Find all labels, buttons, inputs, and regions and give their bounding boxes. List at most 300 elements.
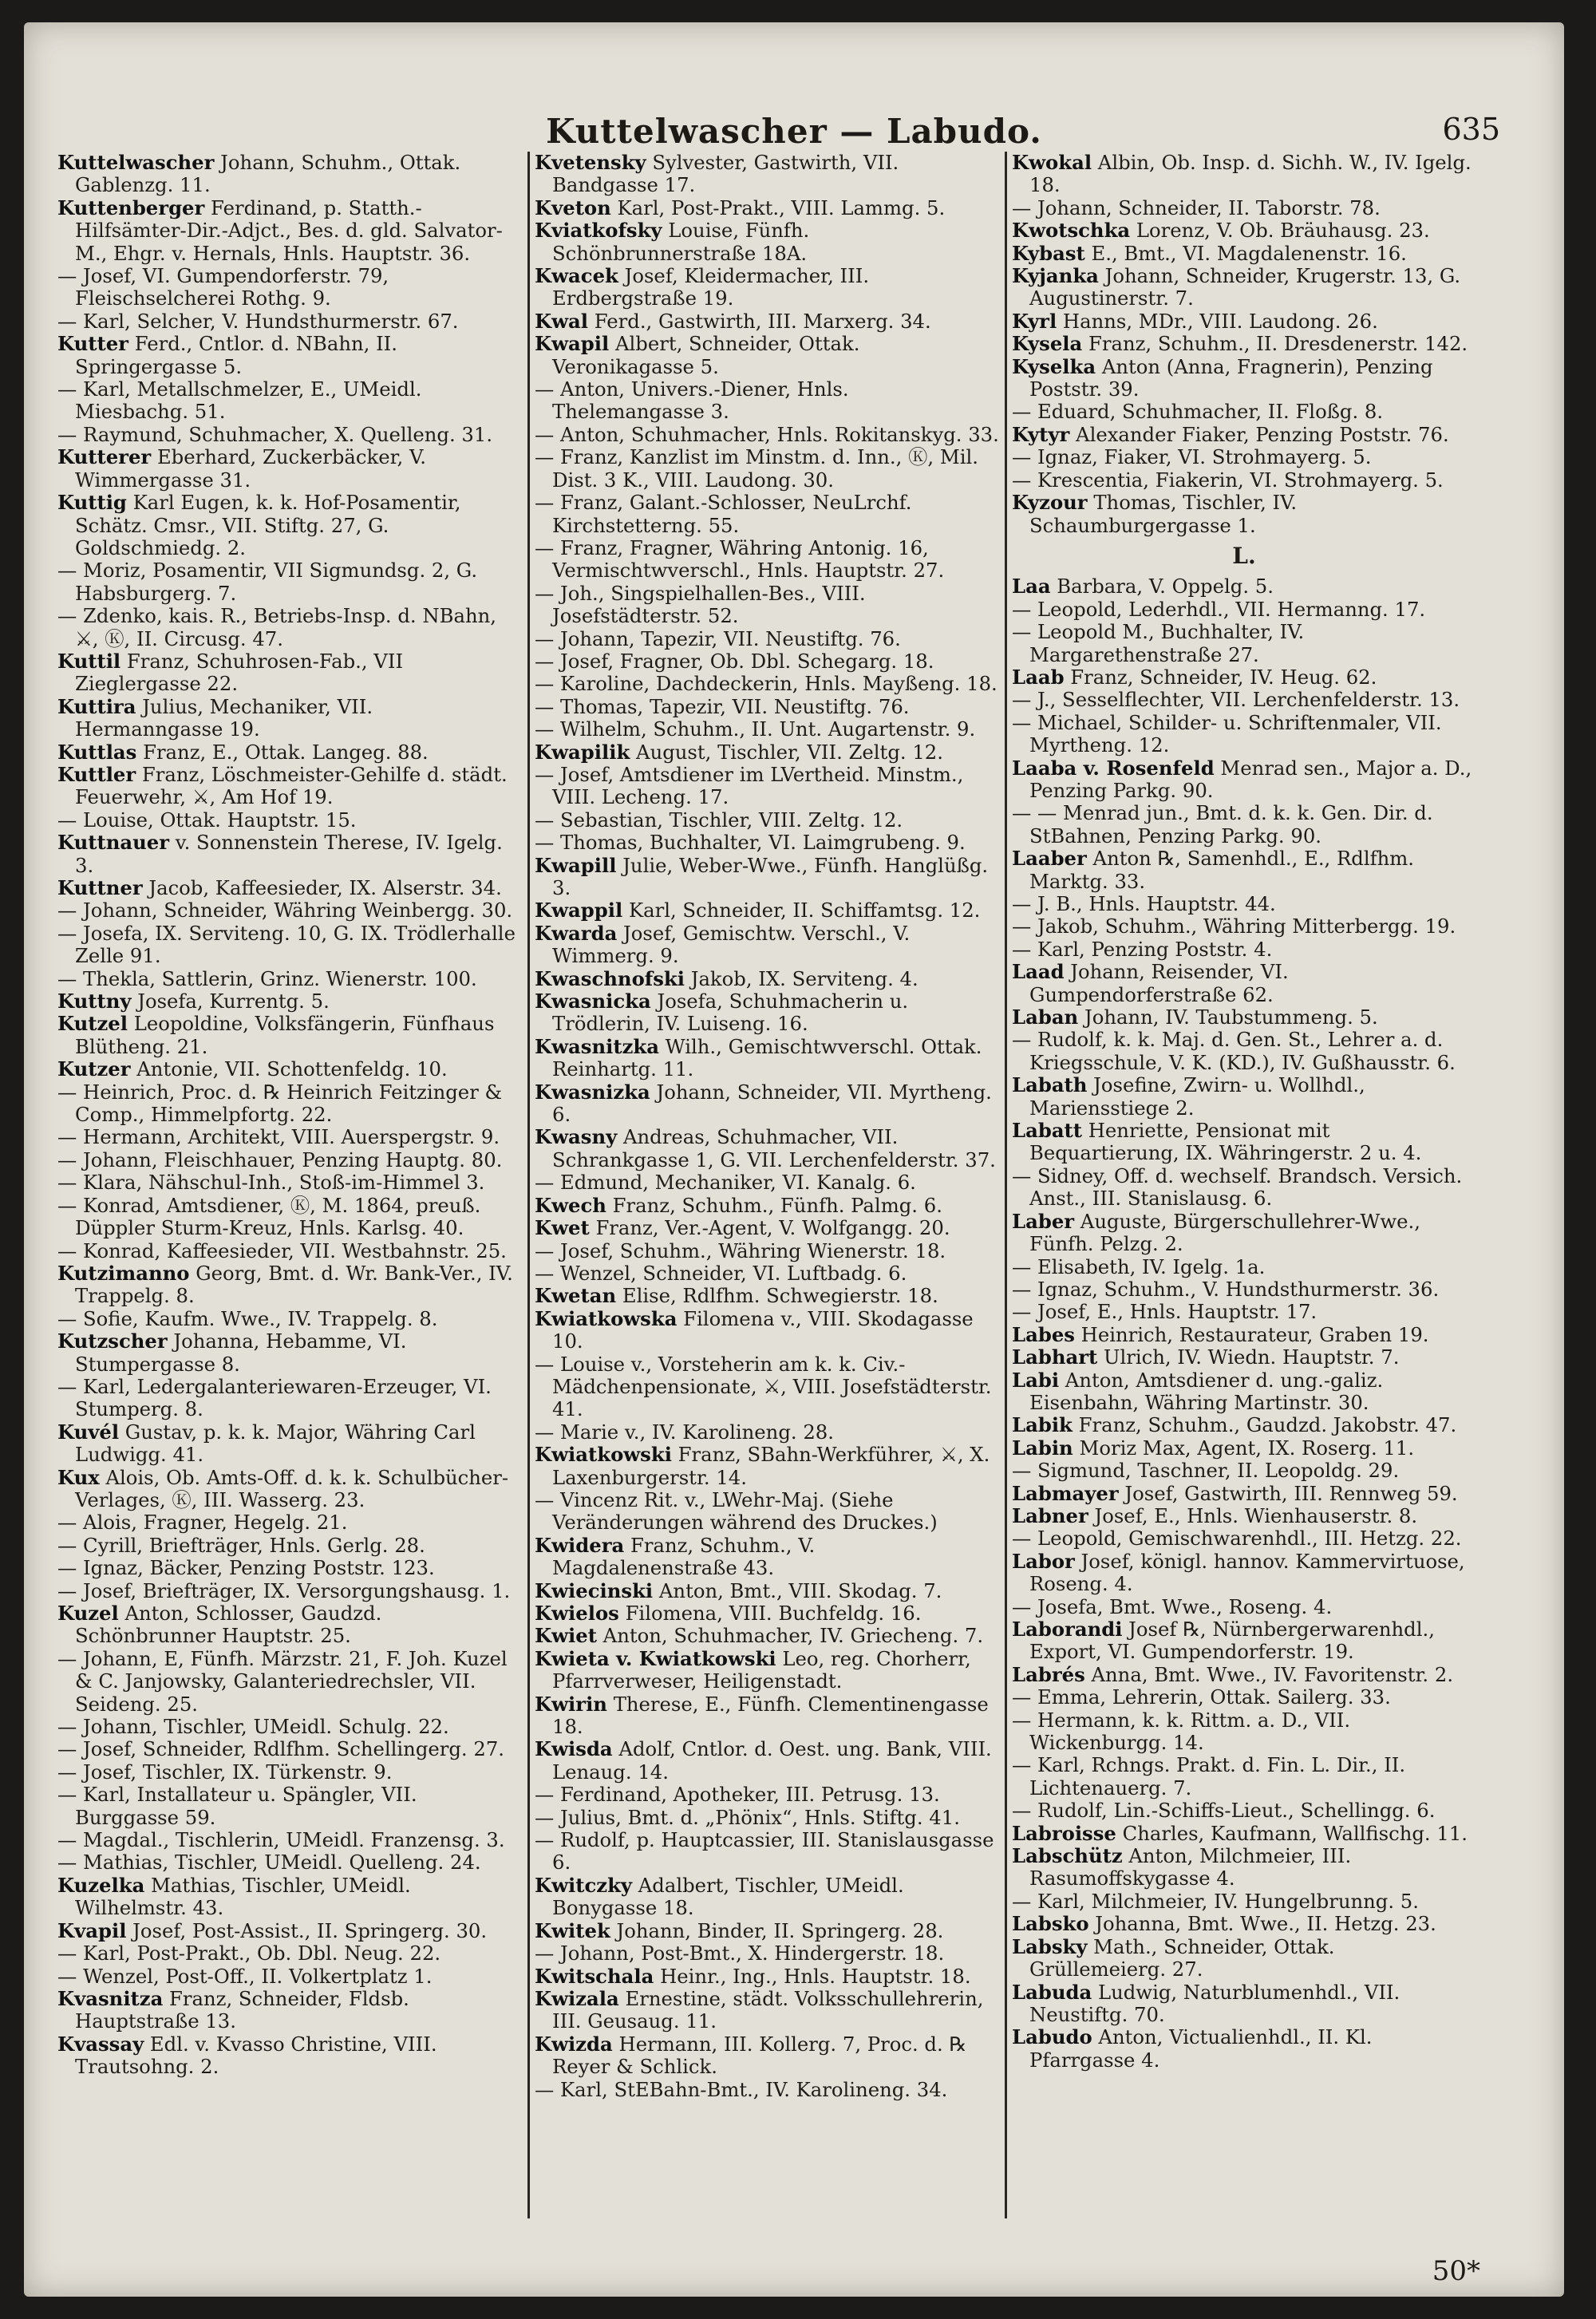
entry-surname: Kuttnauer bbox=[57, 831, 170, 855]
directory-entry bbox=[1012, 469, 1476, 492]
directory-entry bbox=[1012, 1165, 1476, 1211]
directory-entry bbox=[1012, 1324, 1476, 1346]
directory-entry bbox=[1012, 1301, 1476, 1323]
entry-text: Anton (Anna, Fragnerin), Penzing Poststr. 39. bbox=[1029, 354, 1433, 401]
entry-text: Elise, Rdlfhm. Schwegierstr. 18. bbox=[616, 1284, 938, 1308]
directory-entry bbox=[535, 1829, 999, 1875]
directory-entry bbox=[1012, 1414, 1476, 1436]
entry-text: — Moriz, Posamentir, VII Sigmundsg. 2, G. Habsburgerg. 7. bbox=[57, 559, 478, 605]
directory-entry bbox=[535, 1807, 999, 1829]
entry-text: Wilh., Gemischtwverschl. Ottak. Reinhartg. 11. bbox=[552, 1034, 982, 1081]
directory-entry bbox=[1012, 1913, 1476, 1935]
entry-surname: Laad bbox=[1012, 960, 1065, 984]
entry-surname: Kwarda bbox=[535, 921, 618, 945]
directory-entry bbox=[57, 1942, 522, 1965]
column-divider bbox=[527, 152, 530, 2218]
entry-text: Johann, Schneider, Krugerstr. 13, G. Augustinerstr. 7. bbox=[1029, 264, 1461, 310]
directory-entry bbox=[535, 219, 999, 265]
entry-text: — Rudolf, p. Hauptcassier, III. Stanislausgasse 6. bbox=[535, 1828, 994, 1875]
entry-text: Hanns, MDr., VIII. Laudong. 26. bbox=[1057, 309, 1378, 333]
entry-surname: Labsko bbox=[1012, 1912, 1089, 1936]
entry-text: Auguste, Bürgerschullehrer-Wwe., Fünfh. Pelzg. 2. bbox=[1029, 1209, 1420, 1256]
entry-surname: Laab bbox=[1012, 665, 1065, 689]
entry-text: August, Tischler, VII. Zeltg. 12. bbox=[630, 740, 943, 764]
directory-entry bbox=[57, 1308, 522, 1330]
directory-entry bbox=[535, 152, 999, 197]
column-divider bbox=[1005, 152, 1007, 2218]
directory-entry bbox=[535, 378, 999, 424]
directory-entry bbox=[535, 2033, 999, 2079]
directory-entry bbox=[57, 152, 522, 197]
directory-entry bbox=[535, 696, 999, 718]
entry-text: — Johann, Post-Bmt., X. Hindergerstr. 18. bbox=[535, 1942, 945, 1965]
directory-entry bbox=[1012, 1369, 1476, 1415]
directory-entry bbox=[57, 1240, 522, 1262]
entry-text: Johann, Reisender, VI. Gumpendorferstraße 62. bbox=[1029, 960, 1289, 1006]
entry-text: Josefa, Kurrentg. 5. bbox=[131, 990, 330, 1013]
directory-entry bbox=[535, 1625, 999, 1647]
directory-entry bbox=[57, 1013, 522, 1058]
entry-surname: Kwirin bbox=[535, 1692, 607, 1716]
entry-surname: Labroisse bbox=[1012, 1821, 1116, 1845]
entry-text: Ernestine, städt. Volksschullehrerin, III. Geusaug. 11. bbox=[552, 1986, 984, 2033]
entry-text: Josefine, Zwirn- u. Wollhdl., Mariensstiege 2. bbox=[1029, 1073, 1365, 1120]
entry-text: — J., Sesselflechter, VII. Lerchenfelderstr. 13. bbox=[1012, 688, 1460, 712]
directory-entry bbox=[535, 333, 999, 378]
directory-entry bbox=[1012, 1346, 1476, 1369]
entry-text: Anton, Schlosser, Gaudzd. Schönbrunner Hauptstr. 25. bbox=[75, 1602, 382, 1648]
entry-text: — Josef, Schneider, Rdlfhm. Schellingerg. 27. bbox=[57, 1737, 505, 1761]
directory-entry bbox=[1012, 1890, 1476, 1913]
entry-text: Anton, Bmt., VIII. Skodag. 7. bbox=[653, 1578, 942, 1602]
directory-entry bbox=[1012, 1074, 1476, 1120]
directory-entry bbox=[1012, 2026, 1476, 2072]
entry-text: Antonie, VII. Schottenfeldg. 10. bbox=[130, 1057, 448, 1081]
directory-entry bbox=[535, 583, 999, 628]
entry-text: v. Sonnenstein Therese, IV. Igelg. 3. bbox=[75, 831, 503, 877]
entry-text: Anton ℞, Samenhdl., E., Rdlfhm. Marktg. 33. bbox=[1029, 847, 1415, 893]
entry-surname: Laban bbox=[1012, 1005, 1079, 1029]
entry-text: Josef, Gemischtw. Verschl., V. Wimmerg. 9. bbox=[552, 921, 911, 968]
entry-text: — Konrad, Kaffeesieder, VII. Westbahnstr. 25. bbox=[57, 1239, 507, 1262]
entry-surname: Kuttner bbox=[57, 876, 143, 899]
directory-entry bbox=[1012, 1618, 1476, 1664]
directory-entry bbox=[57, 2033, 522, 2079]
entry-text: Hermann, III. Kollerg. 7, Proc. d. ℞ Reyer & Schlick. bbox=[552, 2032, 967, 2079]
entry-text: Anton, Milchmeier, III. Rasumoffskygasse 4. bbox=[1029, 1844, 1352, 1890]
directory-entry bbox=[1012, 1211, 1476, 1256]
directory-entry bbox=[57, 990, 522, 1013]
entry-surname: Kwech bbox=[535, 1193, 606, 1217]
entry-surname: Kwieta v. Kwiatkowski bbox=[535, 1646, 776, 1670]
entry-text: — Josef, Briefträger, IX. Versorgungshausg. 1. bbox=[57, 1578, 511, 1602]
directory-entry bbox=[535, 1988, 999, 2033]
entry-surname: Kyselka bbox=[1012, 354, 1096, 378]
directory-entry bbox=[1012, 243, 1476, 265]
directory-entry bbox=[57, 1988, 522, 2033]
entry-text: — Wenzel, Post-Off., II. Volkertplatz 1. bbox=[57, 1964, 433, 1988]
entry-text: Ulrich, IV. Wiedn. Hauptstr. 7. bbox=[1097, 1345, 1400, 1369]
entry-text: — Krescentia, Fiakerin, VI. Strohmayerg. 5. bbox=[1012, 468, 1444, 492]
directory-entry bbox=[1012, 1505, 1476, 1527]
directory-entry bbox=[57, 1262, 522, 1308]
entry-surname: Laaber bbox=[1012, 847, 1087, 871]
entry-surname: Kwal bbox=[535, 309, 589, 333]
directory-entry bbox=[1012, 893, 1476, 915]
directory-entry bbox=[1012, 1754, 1476, 1799]
directory-entry bbox=[535, 1602, 999, 1625]
entry-text: — Raymund, Schuhmacher, X. Quelleng. 31. bbox=[57, 422, 493, 446]
entry-text: — Thomas, Tapezir, VII. Neustiftg. 76. bbox=[535, 694, 910, 718]
entry-surname: Kytyr bbox=[1012, 422, 1070, 446]
directory-entry bbox=[1012, 1437, 1476, 1460]
entry-surname: Kuttlas bbox=[57, 740, 137, 764]
entry-text: — Julius, Bmt. d. „Phönix“, Hnls. Stiftg. 41. bbox=[535, 1805, 960, 1829]
entry-text: — Ignaz, Fiaker, VI. Strohmayerg. 5. bbox=[1012, 445, 1372, 469]
entry-surname: Labmayer bbox=[1012, 1481, 1119, 1505]
directory-entry bbox=[57, 1829, 522, 1851]
entry-text: Sylvester, Gastwirth, VII. Bandgasse 17. bbox=[552, 152, 899, 197]
entry-text: — Johann, Tapezir, VII. Neustiftg. 76. bbox=[535, 626, 901, 650]
entry-surname: Kuvél bbox=[57, 1420, 120, 1444]
directory-entry bbox=[1012, 265, 1476, 310]
directory-entry bbox=[535, 1240, 999, 1262]
directory-entry bbox=[57, 492, 522, 559]
directory-entry bbox=[1012, 1278, 1476, 1301]
entry-surname: Labner bbox=[1012, 1503, 1088, 1527]
entry-text: — Sigmund, Taschner, II. Leopoldg. 29. bbox=[1012, 1459, 1400, 1483]
entry-text: — Marie v., IV. Karolineng. 28. bbox=[535, 1420, 834, 1444]
directory-entry bbox=[535, 899, 999, 922]
entry-surname: Kwacek bbox=[535, 264, 618, 288]
entry-text: — Leopold M., Buchhalter, IV. Margarethenstraße 27. bbox=[1012, 620, 1305, 666]
directory-entry bbox=[535, 1738, 999, 1784]
entry-text: Franz, Schuhm., II. Dresdenerstr. 142. bbox=[1082, 332, 1468, 356]
directory-entry bbox=[1012, 666, 1476, 689]
entry-text: Eberhard, Zuckerbäcker, V. Wimmergasse 31. bbox=[75, 445, 426, 492]
directory-entry bbox=[1012, 712, 1476, 757]
entry-surname: Kuttil bbox=[57, 649, 121, 673]
entry-text: — Leopold, Gemischwarenhdl., III. Hetzg. 22. bbox=[1012, 1527, 1462, 1551]
entry-text: Alois, Ob. Amts-Off. d. k. k. Schulbücher-Verlages, Ⓚ, III. Wasserg. 23. bbox=[75, 1465, 509, 1511]
entry-surname: Kutzscher bbox=[57, 1329, 168, 1353]
directory-entry bbox=[57, 1511, 522, 1534]
entry-surname: Kuttler bbox=[57, 762, 136, 786]
directory-entry bbox=[57, 265, 522, 310]
directory-entry bbox=[1012, 333, 1476, 355]
entry-surname: Kwiatkowska bbox=[535, 1306, 678, 1330]
entry-text: Karl, Post-Prakt., VIII. Lammg. 5. bbox=[610, 196, 946, 219]
entry-surname: Labik bbox=[1012, 1413, 1073, 1437]
entry-text: — Josefa, IX. Serviteng. 10, G. IX. Trödlerhalle Zelle 91. bbox=[57, 921, 516, 968]
entry-text: — Eduard, Schuhmacher, II. Floßg. 8. bbox=[1012, 400, 1384, 424]
entry-text: Andreas, Schuhmacher, VII. Schrankgasse 1, G. VII. Lerchenfelderstr. 37. bbox=[552, 1125, 996, 1171]
entry-text: Ferdinand, p. Statth.-Hilfsämter-Dir.-Adjct., Bes. d. gld. Salvator-M., Ehgr. v. Hernals, Hnls. Hauptstr. 36. bbox=[75, 196, 503, 265]
entry-text: Franz, Schuhm., Fünfh. Palmg. 6. bbox=[606, 1193, 942, 1217]
directory-entry bbox=[535, 1421, 999, 1444]
entry-surname: Kwielos bbox=[535, 1602, 619, 1625]
directory-entry bbox=[1012, 356, 1476, 401]
entry-text: — Vincenz Rit. v., LWehr-Maj. (Siehe Veränderungen während des Druckes.) bbox=[535, 1487, 938, 1535]
directory-entry bbox=[57, 1648, 522, 1716]
entry-text: — Sidney, Off. d. wechself. Brandsch. Versich. Anst., III. Stanislausg. 6. bbox=[1012, 1163, 1463, 1211]
entry-surname: Kviatkofsky bbox=[535, 219, 662, 243]
entry-text: Math., Schneider, Ottak. Grüllemeierg. 27. bbox=[1029, 1934, 1335, 1981]
entry-text: — Josefa, Bmt. Wwe., Roseng. 4. bbox=[1012, 1594, 1333, 1618]
entry-text: — Klara, Nähschul-Inh., Stoß-im-Himmel 3. bbox=[57, 1171, 485, 1195]
entry-surname: Kwetan bbox=[535, 1284, 617, 1308]
entry-text: Menrad sen., Major a. D., Penzing Parkg. 90. bbox=[1029, 756, 1472, 802]
directory-entry bbox=[1012, 961, 1476, 1006]
directory-entry bbox=[57, 877, 522, 899]
entry-text: — Heinrich, Proc. d. ℞ Heinrich Feitzinger & Comp., Himmelpfortg. 22. bbox=[57, 1080, 503, 1127]
directory-entry bbox=[57, 1557, 522, 1579]
entry-surname: Labes bbox=[1012, 1322, 1075, 1346]
directory-entry bbox=[57, 1965, 522, 1988]
entry-surname: Kutterer bbox=[57, 445, 152, 469]
entry-text: — Cyrill, Briefträger, Hnls. Gerlg. 28. bbox=[57, 1533, 425, 1557]
page-title: Kuttelwascher — Labudo. bbox=[546, 112, 1042, 151]
directory-entry bbox=[57, 1738, 522, 1760]
entry-surname: Kwet bbox=[535, 1216, 590, 1240]
directory-entry bbox=[535, 1036, 999, 1081]
directory-entry bbox=[535, 855, 999, 900]
directory-entry bbox=[535, 424, 999, 446]
entry-text: — Karl, Post-Prakt., Ob. Dbl. Neug. 22. bbox=[57, 1942, 441, 1965]
entry-text: — Franz, Kanzlist im Minstm. d. Inn., Ⓚ, Mil. Dist. 3 K., VIII. Laudong. 30. bbox=[535, 445, 978, 492]
entry-surname: Kwapil bbox=[535, 332, 610, 356]
entry-surname: Labrés bbox=[1012, 1662, 1085, 1686]
directory-entry bbox=[535, 1920, 999, 1942]
entry-text: Josef, E., Hnls. Wienhauserstr. 8. bbox=[1088, 1503, 1418, 1527]
directory-entry bbox=[1012, 1120, 1476, 1165]
entry-text: Charles, Kaufmann, Wallfischg. 11. bbox=[1116, 1821, 1468, 1845]
entry-text: Josef ℞, Nürnbergerwarenhdl., Export, VI. Gumpendorferstr. 19. bbox=[1029, 1618, 1435, 1664]
entry-surname: Kwasny bbox=[535, 1125, 618, 1149]
entry-text: — Konrad, Amtsdiener, Ⓚ, M. 1864, preuß. Düppler Sturm-Kreuz, Hnls. Karlsg. 40. bbox=[57, 1193, 481, 1240]
entry-text: Moriz Max, Agent, IX. Roserg. 11. bbox=[1073, 1436, 1415, 1460]
directory-entry bbox=[1012, 152, 1476, 197]
entry-text: Louise, Fünfh. Schönbrunnerstraße 18A. bbox=[552, 219, 810, 265]
entry-surname: Kux bbox=[57, 1465, 100, 1489]
entry-text: — Josef, Tischler, IX. Türkenstr. 9. bbox=[57, 1760, 393, 1784]
entry-text: Josef, königl. hannov. Kammervirtuose, Roseng. 4. bbox=[1029, 1549, 1465, 1596]
entry-text: — Anton, Schuhmacher, Hnls. Rokitanskyg. 33. bbox=[535, 422, 999, 446]
directory-entry bbox=[535, 650, 999, 673]
entry-text: — Emma, Lehrerin, Ottak. Sailerg. 33. bbox=[1012, 1685, 1391, 1709]
entry-text: Josefa, Schuhmacherin u. Trödlerin, IV. Luiseng. 16. bbox=[552, 990, 909, 1036]
entry-surname: Kuttira bbox=[57, 694, 136, 718]
entry-text: — Franz, Fragner, Währing Antonig. 16, Vermischtwverschl., Hnls. Hauptstr. 27. bbox=[535, 535, 945, 583]
entry-text: Filomena v., VIII. Skodagasse 10. bbox=[552, 1306, 974, 1353]
entry-surname: Kwasnizka bbox=[535, 1080, 650, 1104]
entry-text: Jacob, Kaffeesieder, IX. Alserstr. 34. bbox=[142, 876, 502, 899]
directory-entry bbox=[535, 1942, 999, 1965]
directory-entry bbox=[1012, 492, 1476, 537]
entry-surname: Kutzer bbox=[57, 1057, 131, 1081]
entry-text: Anna, Bmt. Wwe., IV. Favoritenstr. 2. bbox=[1084, 1662, 1454, 1686]
entry-surname: Kwizala bbox=[535, 1986, 619, 2010]
entry-text: Gustav, p. k. k. Major, Währing Carl Ludwigg. 41. bbox=[75, 1420, 476, 1467]
entry-text: — Magdal., Tischlerin, UMeidl. Franzensg. 3. bbox=[57, 1828, 505, 1852]
entry-text: — Mathias, Tischler, UMeidl. Quelleng. 24. bbox=[57, 1851, 481, 1875]
entry-text: Henriette, Pensionat mit Bequartierung, IX. Währingerstr. 2 u. 4. bbox=[1029, 1119, 1422, 1165]
directory-entry bbox=[1012, 802, 1476, 847]
directory-entry bbox=[1012, 575, 1476, 598]
entry-text: — Karl, Metallschmelzer, E., UMeidl. Miesbachg. 51. bbox=[57, 377, 422, 424]
entry-surname: Kwokal bbox=[1012, 152, 1092, 174]
entry-surname: Kwappil bbox=[535, 899, 623, 922]
entry-text: — Alois, Fragner, Hegelg. 21. bbox=[57, 1511, 348, 1535]
entry-surname: Kwiatkowski bbox=[535, 1443, 672, 1467]
entry-text: Jakob, IX. Serviteng. 4. bbox=[684, 966, 918, 990]
directory-entry bbox=[57, 1421, 522, 1467]
directory-entry bbox=[57, 1058, 522, 1080]
directory-entry bbox=[1012, 1799, 1476, 1822]
directory-entry bbox=[1012, 310, 1476, 333]
directory-entry bbox=[535, 741, 999, 764]
entry-text: — Leopold, Lederhdl., VII. Hermanng. 17. bbox=[1012, 597, 1426, 621]
entry-surname: Labi bbox=[1012, 1368, 1060, 1392]
entry-text: — Sebastian, Tischler, VIII. Zeltg. 12. bbox=[535, 808, 903, 832]
column-3 bbox=[1012, 152, 1476, 2226]
entry-surname: Labhart bbox=[1012, 1345, 1098, 1369]
entry-surname: Labsky bbox=[1012, 1934, 1088, 1958]
entry-text: Johanna, Bmt. Wwe., II. Hetzg. 23. bbox=[1088, 1912, 1436, 1936]
directory-entry bbox=[535, 1285, 999, 1307]
entry-text: Franz, Schuhm., V. Magdalenenstraße 43. bbox=[552, 1533, 816, 1580]
entry-text: Adolf, Cntlor. d. Oest. ung. Bank, VIII. Lenaug. 14. bbox=[552, 1737, 992, 1784]
directory-entry bbox=[57, 764, 522, 809]
entry-surname: Laborandi bbox=[1012, 1618, 1123, 1641]
entry-surname: Kuzelka bbox=[57, 1873, 145, 1897]
directory-entry bbox=[57, 1195, 522, 1240]
directory-entry bbox=[57, 741, 522, 764]
directory-entry bbox=[535, 1217, 999, 1239]
entry-text: Josef, Post-Assist., II. Springerg. 30. bbox=[126, 1918, 488, 1942]
directory-entry bbox=[57, 832, 522, 877]
directory-entry bbox=[1012, 1551, 1476, 1596]
entry-text: Heinr., Ing., Hnls. Hauptstr. 18. bbox=[654, 1964, 971, 1988]
entry-surname: Kutzel bbox=[57, 1012, 128, 1036]
section-heading: L. bbox=[1232, 542, 1256, 569]
entry-surname: Kwasnicka bbox=[535, 990, 651, 1013]
entry-text: Karl Eugen, k. k. Hof-Posamentir, Schätz. Cmsr., VII. Stiftg. 27, G. Goldschmiedg. 2. bbox=[75, 491, 461, 559]
entry-text: Edl. v. Kvasso Christine, VIII. Trautsohng. 2. bbox=[75, 2032, 437, 2079]
entry-text: — Josef, Amtsdiener im LVertheid. Minstm., VIII. Lecheng. 17. bbox=[535, 762, 964, 809]
entry-text: Filomena, VIII. Buchfeldg. 16. bbox=[618, 1602, 922, 1625]
page-number: 635 bbox=[1442, 112, 1500, 147]
entry-text: Franz, Ver.-Agent, V. Wolfgangg. 20. bbox=[589, 1216, 950, 1240]
entry-surname: Kwapilik bbox=[535, 740, 630, 764]
directory-entry bbox=[57, 1716, 522, 1738]
entry-text: Ferd., Gastwirth, III. Marxerg. 34. bbox=[588, 309, 931, 333]
directory-entry bbox=[57, 1376, 522, 1421]
entry-text: — Johann, Tischler, UMeidl. Schulg. 22. bbox=[57, 1715, 449, 1739]
entry-surname: Kyrl bbox=[1012, 309, 1057, 333]
entry-text: — Wilhelm, Schuhm., II. Unt. Augartenstr. 9. bbox=[535, 717, 976, 741]
entry-text: — Louise v., Vorsteherin am k. k. Civ.-Mädchenpensionate, ⚔, VIII. Josefstädterstr. 41. bbox=[535, 1352, 992, 1421]
directory-entry bbox=[1012, 446, 1476, 468]
directory-entry bbox=[1012, 424, 1476, 446]
entry-surname: Kyzour bbox=[1012, 491, 1088, 515]
directory-entry bbox=[1012, 1527, 1476, 1550]
entry-surname: Kvetensky bbox=[535, 152, 646, 174]
entry-surname: Labschütz bbox=[1012, 1844, 1123, 1868]
directory-entry bbox=[535, 197, 999, 219]
entry-text: Johanna, Hebamme, VI. Stumpergasse 8. bbox=[75, 1329, 407, 1376]
entry-surname: Kwidera bbox=[535, 1533, 625, 1557]
directory-entry bbox=[535, 492, 999, 537]
entry-text: Albin, Ob. Insp. d. Sichh. W., IV. Igelg. 18. bbox=[1029, 152, 1472, 197]
directory-entry bbox=[57, 1330, 522, 1376]
directory-entry bbox=[535, 537, 999, 583]
entry-surname: Kwaschnofski bbox=[535, 966, 685, 990]
directory-entry bbox=[535, 1353, 999, 1421]
entry-surname: Kuttny bbox=[57, 990, 132, 1013]
entry-text: — Louise, Ottak. Hauptstr. 15. bbox=[57, 808, 357, 832]
entry-surname: Laber bbox=[1012, 1209, 1075, 1233]
entry-text: Mathias, Tischler, UMeidl. Wilhelmstr. 43. bbox=[75, 1873, 411, 1920]
directory-entry bbox=[57, 378, 522, 424]
directory-entry bbox=[57, 1535, 522, 1557]
entry-surname: Kutter bbox=[57, 332, 128, 356]
entry-text: — Karl, Ledergalanteriewaren-Erzeuger, VI. Stumperg. 8. bbox=[57, 1374, 492, 1421]
directory-entry bbox=[535, 990, 999, 1036]
entry-surname: Kwizda bbox=[535, 2032, 613, 2056]
entry-text: — Ferdinand, Apotheker, III. Petrusg. 13. bbox=[535, 1783, 940, 1807]
entry-text: Leopoldine, Volksfängerin, Fünfhaus Blütheng. 21. bbox=[75, 1012, 495, 1058]
entry-text: Alexander Fiaker, Penzing Poststr. 76. bbox=[1069, 422, 1449, 446]
entry-text: Franz, Schneider, Fldsb. Hauptstraße 13. bbox=[75, 1986, 409, 2033]
directory-entry bbox=[57, 1784, 522, 1829]
entry-text: Julius, Mechaniker, VII. Hermanngasse 19. bbox=[75, 694, 373, 741]
directory-entry bbox=[535, 764, 999, 809]
entry-text: Franz, SBahn-Werkführer, ⚔, X. Laxenburgerstr. 14. bbox=[552, 1443, 990, 1489]
entry-surname: Kwapill bbox=[535, 853, 617, 877]
directory-entry bbox=[57, 968, 522, 990]
entry-text: — Johann, Schneider, II. Taborstr. 78. bbox=[1012, 196, 1381, 219]
entry-text: — Anton, Univers.-Diener, Hnls. Thelemangasse 3. bbox=[535, 377, 849, 424]
directory-entry bbox=[535, 1784, 999, 1806]
directory-entry bbox=[535, 1535, 999, 1580]
entry-text: — Johann, Schneider, Währing Weinbergg. 30. bbox=[57, 899, 513, 922]
entry-surname: Labuda bbox=[1012, 1980, 1092, 2004]
entry-text: — Franz, Galant.-Schlosser, NeuLrchf. Kirchstetterng. 55. bbox=[535, 491, 912, 537]
directory-entry bbox=[57, 922, 522, 968]
directory-entry bbox=[1012, 1006, 1476, 1029]
entry-surname: Kybast bbox=[1012, 241, 1085, 265]
entry-surname: Kvapil bbox=[57, 1918, 127, 1942]
entry-text: — Josef, E., Hnls. Hauptstr. 17. bbox=[1012, 1300, 1317, 1324]
directory-entry bbox=[57, 1761, 522, 1784]
entry-text: — Karl, Rchngs. Prakt. d. Fin. L. Dir., II. Lichtenauerg. 7. bbox=[1012, 1753, 1406, 1799]
directory-entry bbox=[535, 1171, 999, 1194]
entry-text: — Edmund, Mechaniker, VI. Kanalg. 6. bbox=[535, 1171, 916, 1195]
directory-entry bbox=[57, 1171, 522, 1194]
directory-entry bbox=[535, 1648, 999, 1693]
entry-surname: Kuttelwascher bbox=[57, 152, 215, 174]
column-1 bbox=[57, 152, 522, 2226]
directory-entry bbox=[1012, 401, 1476, 423]
entry-surname: Kwisda bbox=[535, 1737, 613, 1761]
directory-entry bbox=[535, 1262, 999, 1285]
directory-entry bbox=[1012, 621, 1476, 666]
signature-mark: 50* bbox=[1432, 2255, 1480, 2287]
entry-text: Ferd., Cntlor. d. NBahn, II. Springergasse 5. bbox=[75, 332, 397, 378]
directory-entry bbox=[535, 1875, 999, 1920]
entry-text: Thomas, Tischler, IV. Schaumburgergasse 1. bbox=[1029, 491, 1298, 537]
